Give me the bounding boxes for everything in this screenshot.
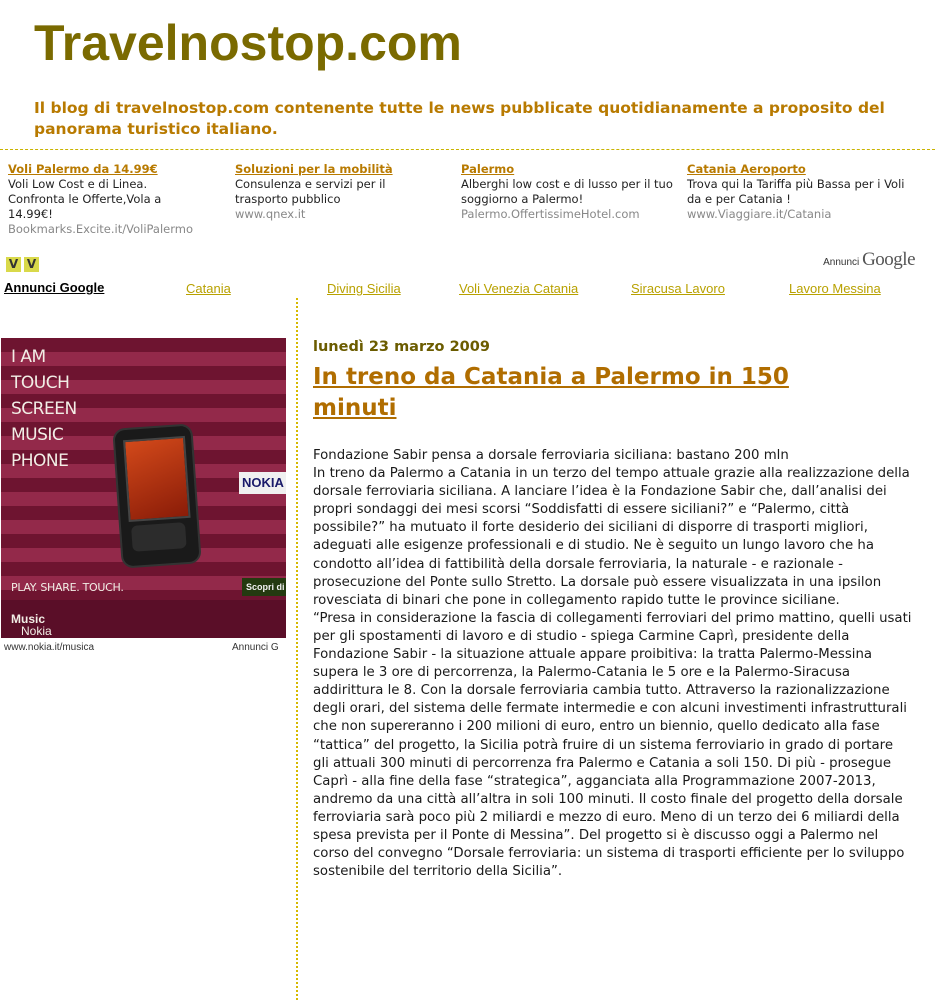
nokia-logo: NOKIA	[239, 472, 286, 494]
linkbar-link[interactable]: Catania	[186, 281, 231, 296]
banner-model	[11, 612, 52, 638]
ad-unit[interactable]	[687, 162, 905, 222]
post-title[interactable]: In treno da Catania a Palermo in 150 minuti	[313, 364, 789, 421]
linkbar-link[interactable]: Lavoro Messina	[789, 281, 881, 296]
ad-prev-button[interactable]: V	[6, 257, 21, 272]
banner-cta-button[interactable]: Scopri di	[242, 578, 286, 596]
ad-url[interactable]: Palermo.OffertissimeHotel.com	[461, 207, 640, 221]
ad-title[interactable]: Catania Aeroporto	[687, 162, 806, 176]
ad-title[interactable]: Soluzioni per la mobilità	[235, 162, 393, 176]
linkbar-link[interactable]: Siracusa Lavoro	[631, 281, 725, 296]
annunci-google-badge[interactable]	[823, 249, 915, 271]
ad-body: Trova qui la Tariffa più Bassa per i Voli da e per Catania !	[687, 177, 905, 206]
banner-headline	[11, 344, 77, 474]
banner-line: SCREEN	[11, 399, 77, 419]
banner-tagline: PLAY. SHARE. TOUCH.	[11, 581, 124, 594]
banner-line: TOUCH	[11, 373, 70, 393]
ad-unit[interactable]	[235, 162, 450, 222]
linkbar-link[interactable]: Diving Sicilia	[327, 281, 401, 296]
ad-url[interactable]: Bookmarks.Excite.it/VoliPalermo	[8, 222, 194, 236]
nokia-banner-ad[interactable]	[1, 338, 286, 638]
banner-model-prefix: Nokia	[21, 624, 52, 638]
ad-unit[interactable]	[461, 162, 676, 222]
linkbar-heading[interactable]: Annunci Google	[4, 280, 105, 295]
ad-title[interactable]: Palermo	[461, 162, 515, 176]
banner-line: MUSIC	[11, 425, 64, 445]
post-date: lunedì 23 marzo 2009	[313, 339, 490, 355]
banner-annunci-google[interactable]: Annunci G	[232, 642, 279, 653]
ad-nav	[6, 253, 42, 272]
link-bar	[4, 280, 929, 300]
ad-title[interactable]: Voli Palermo da 14.99€	[8, 162, 158, 176]
ad-body: Voli Low Cost e di Linea. Confronta le Offerte,Vola a 14.99€!	[8, 177, 162, 221]
banner-url[interactable]: www.nokia.it/musica	[4, 642, 95, 653]
ad-url[interactable]: www.qnex.it	[235, 207, 306, 221]
ad-row	[8, 162, 928, 242]
linkbar-link[interactable]: Voli Venezia Catania	[459, 281, 579, 296]
google-logo: Google	[862, 249, 915, 270]
banner-model-strip	[1, 600, 286, 638]
ad-url[interactable]: www.Viaggiare.it/Catania	[687, 207, 832, 221]
ad-unit[interactable]	[8, 162, 223, 237]
header-divider	[0, 149, 935, 150]
banner-line: I AM	[11, 347, 46, 367]
annunci-label: Annunci	[823, 257, 860, 268]
phone-image	[114, 426, 199, 567]
column-divider	[296, 298, 298, 1000]
phone-keys	[131, 522, 187, 552]
site-description: Il blog di travelnostop.com contenente tutte le news pubblicate quotidianamente a proposito del panorama turistico italiano.	[34, 99, 885, 138]
banner-line: PHONE	[11, 451, 69, 471]
site-title[interactable]: Travelnostop.com	[34, 15, 462, 71]
ad-body: Alberghi low cost e di lusso per il tuo soggiorno a Palermo!	[461, 177, 673, 206]
ad-body: Consulenza e servizi per il trasporto pubblico	[235, 177, 386, 206]
post-body: Fondazione Sabir pensa a dorsale ferroviaria siciliana: bastano 200 mln In treno da Palermo a Catania in un terzo del tempo attuale grazie alla realizzazione della dorsale ferroviaria siciliana. A lanciare l’idea è la Fondazione Sabir che, dall’analisi dei propri sondaggi dei mesi scorsi “Soddisfatti di essere siciliani?” e “Palermo, città possibile?” ha mutuato il forte desiderio dei siciliani di disporre di trasporti migliori, adeguati alle esigenze professionali e di studio. Ne è seguito un lungo lavoro che ha condotto all’idea di fattibilità della dorsale ferroviaria, la naturale - e razionale - prosecuzione del Ponte sullo Stretto. La dorsale può essere visualizzata in una ipsilon rovesciata di binari che pone in collegamento rapido tutte le province siciliane. “Presa in considerazione la fascia di collegamenti ferroviari del primo mattino, quelli usati per gli spostamenti di lavoro e di studio - spiega Carmine Caprì, presidente della Fondazione Sabir - la situazione attuale appare proibitiva: la tratta Palermo-Messina supera le 3 ore di percorrenza, la Palermo-Catania le 5 ore e la Palermo-Siracusa addirittura le 8. Con la dorsale ferroviaria cambia tutto. Attraverso la razionalizzazione degli orari, del sistema delle fermate intermedie e con alcuni investimenti infrastrutturali che non supereranno i 200 milioni di euro, entro un biennio, quello dedicato alla fase “tattica” del progetto, la Sicilia potrà fruire di un sistema ferroviario in grado di portare gli attuali 300 minuti di percorrenza fra Palermo e Catania a soli 150. Di più - prosegue Caprì - alla fine della fase “strategica”, agganciata alla Programmazione 2007-2013, andremo da una città all’altra in soli 100 minuti. Il costo finale del progetto della dorsale ferroviaria sarà poco più 2 miliardi e mezzo di euro. Meno di un terzo dei 6 miliardi della spesa prevista per il Ponte di Messina”. Del progetto si è discusso oggi a Palermo nel corso del convegno “Dorsale ferroviaria: un sistema di trasporti efficiente per lo sviluppo sostenibile del territorio della Sicilia”.	[313, 448, 912, 880]
banner-model-suffix: Music	[11, 612, 46, 626]
ad-next-button[interactable]: V	[24, 257, 39, 272]
phone-screen	[123, 436, 191, 522]
